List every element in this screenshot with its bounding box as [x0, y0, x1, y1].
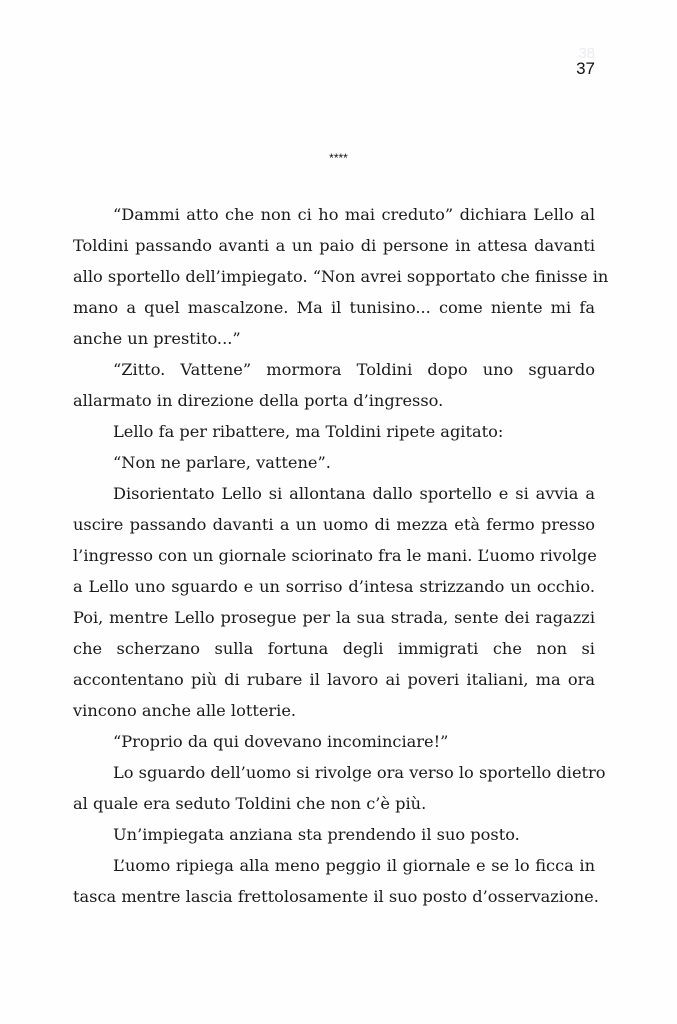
text-line: che scherzano sulla fortuna degli immigrati che non si: [73, 639, 595, 658]
text-line: Toldini passando avanti a un paio di persone in attesa davanti: [73, 236, 595, 255]
text-line: “Proprio da qui dovevano incominciare!”: [113, 732, 449, 751]
page-number: 37: [576, 59, 595, 78]
text-line: Lello fa per ribattere, ma Toldini ripete agitato:: [113, 422, 504, 441]
section-separator: ****: [329, 151, 348, 165]
text-line: Disorientato Lello si allontana dallo sportello e si avvia a: [113, 484, 595, 503]
text-line: uscire passando davanti a un uomo di mezza età fermo presso: [73, 515, 595, 534]
text-line: accontentano più di rubare il lavoro ai poveri italiani, ma ora: [73, 670, 595, 689]
bleed-through-page-number: 38: [578, 45, 595, 62]
text-line: Poi, mentre Lello prosegue per la sua strada, sente dei ragazzi: [73, 608, 595, 627]
text-line: l’ingresso con un giornale sciorinato fra le mani. L’uomo rivolge: [73, 546, 597, 565]
text-line: Un’impiegata anziana sta prendendo il suo posto.: [113, 825, 520, 844]
text-line: al quale era seduto Toldini che non c’è più.: [73, 794, 427, 813]
text-line: “Zitto. Vattene” mormora Toldini dopo uno sguardo: [113, 360, 595, 379]
text-line: tasca mentre lascia frettolosamente il suo posto d’osservazione.: [73, 887, 599, 906]
text-line: allo sportello dell’impiegato. “Non avrei sopportato che finisse in: [73, 267, 609, 286]
text-line: vincono anche alle lotterie.: [73, 701, 297, 720]
text-line: a Lello uno sguardo e un sorriso d’intesa strizzando un occhio.: [73, 577, 595, 596]
text-line: mano a quel mascalzone. Ma il tunisino... come niente mi fa: [73, 298, 595, 317]
text-line: L’uomo ripiega alla meno peggio il giornale e se lo ficca in: [113, 856, 595, 875]
body-text: [73, 199, 609, 912]
text-line: “Non ne parlare, vattene”.: [113, 453, 331, 472]
text-line: anche un prestito...”: [73, 329, 241, 348]
text-line: allarmato in direzione della porta d’ingresso.: [73, 391, 444, 410]
text-line: “Dammi atto che non ci ho mai creduto” dichiara Lello al: [113, 205, 595, 224]
text-line: Lo sguardo dell’uomo si rivolge ora verso lo sportello dietro: [113, 763, 606, 782]
